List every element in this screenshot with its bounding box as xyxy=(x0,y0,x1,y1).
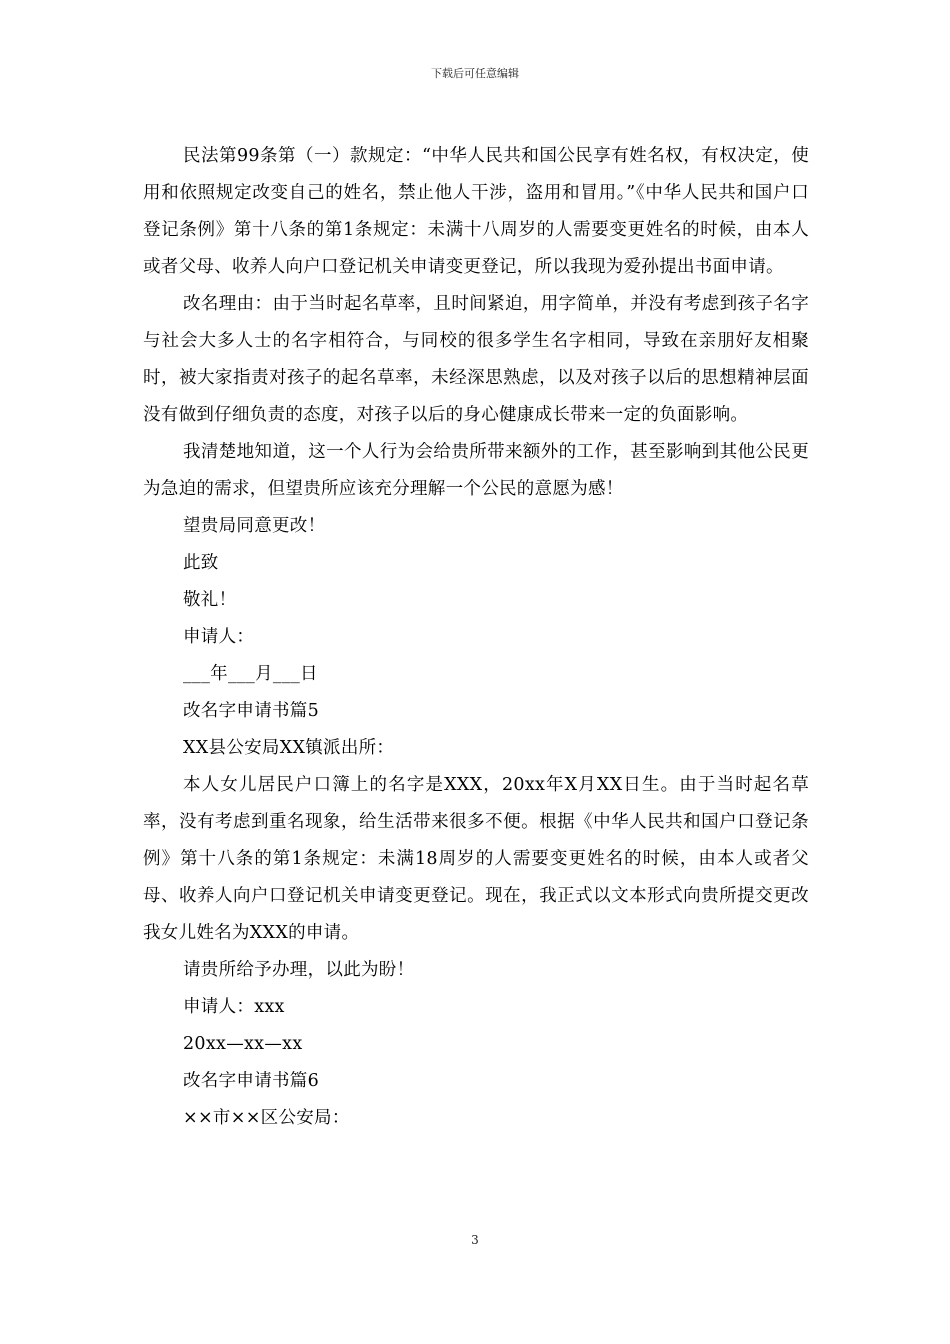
line-addressee-6: ××市××区公安局： xyxy=(183,1108,350,1128)
line-date-5: 20xx—xx—xx xyxy=(183,1034,303,1054)
line-addressee-5: XX县公安局XX镇派出所： xyxy=(183,738,395,758)
section-heading-6: 改名字申请书篇6 xyxy=(183,1071,320,1091)
paragraph-reason: 改名理由：由于当时起名草率，且时间紧迫，用字简单，并没有考虑到孩子名字与社会大多人士的名字相符合，与同校的很多学生名字相同，导致在亲朋好友相聚时，被大家指责对孩子的起名草率，未经深思熟虑，以及对孩子以后的思想精神层面没有做到仔细负责的态度，对孩子以后的身心健康成长带来一定的负面影响。 xyxy=(143,294,809,425)
line-date-blank: ___年___月___日 xyxy=(183,664,318,684)
line-request-approval: 望贵局同意更改！ xyxy=(183,516,326,536)
paragraph-daughter-name: 本人女儿居民户口簿上的名字是XXX，20xx年X月XX日生。由于当时起名草率，没有考虑到重名现象，给生活带来很多不便。根据《中华人民共和国户口登记条例》第十八条的第1条规定：未满18周岁的人需要变更姓名的时候，由本人或者父母、收养人向户口登记机关申请变更登记。现在，我正式以文本形式向贵所提交更改我女儿姓名为XXX的申请。 xyxy=(143,775,809,943)
section-heading-5: 改名字申请书篇5 xyxy=(183,701,320,721)
page-number: 3 xyxy=(471,1233,479,1247)
page-header: 下载后可任意编辑 xyxy=(431,67,519,80)
paragraph-civil-law: 民法第99条第（一）款规定：“中华人民共和国公民享有姓名权，有权决定，使用和依照规定改变自己的姓名，禁止他人干涉，盗用和冒用。”《中华人民共和国户口登记条例》第十八条的第1条规定：未满十八周岁的人需要变更姓名的时候，由本人或者父母、收养人向户口登记机关申请变更登记，所以我现为爱孙提出书面申请。 xyxy=(143,146,809,277)
line-applicant-5: 申请人：xxx xyxy=(183,997,285,1017)
line-salutation: 此致 xyxy=(183,553,219,573)
paragraph-understanding: 我清楚地知道，这一个人行为会给贵所带来额外的工作，甚至影响到其他公民更为急迫的需求，但望贵所应该充分理解一个公民的意愿为感！ xyxy=(143,442,809,499)
line-regards: 敬礼！ xyxy=(183,590,237,610)
line-closing-request: 请贵所给予办理，以此为盼！ xyxy=(183,960,415,980)
document-body xyxy=(143,138,809,1137)
line-applicant: 申请人： xyxy=(183,627,255,647)
